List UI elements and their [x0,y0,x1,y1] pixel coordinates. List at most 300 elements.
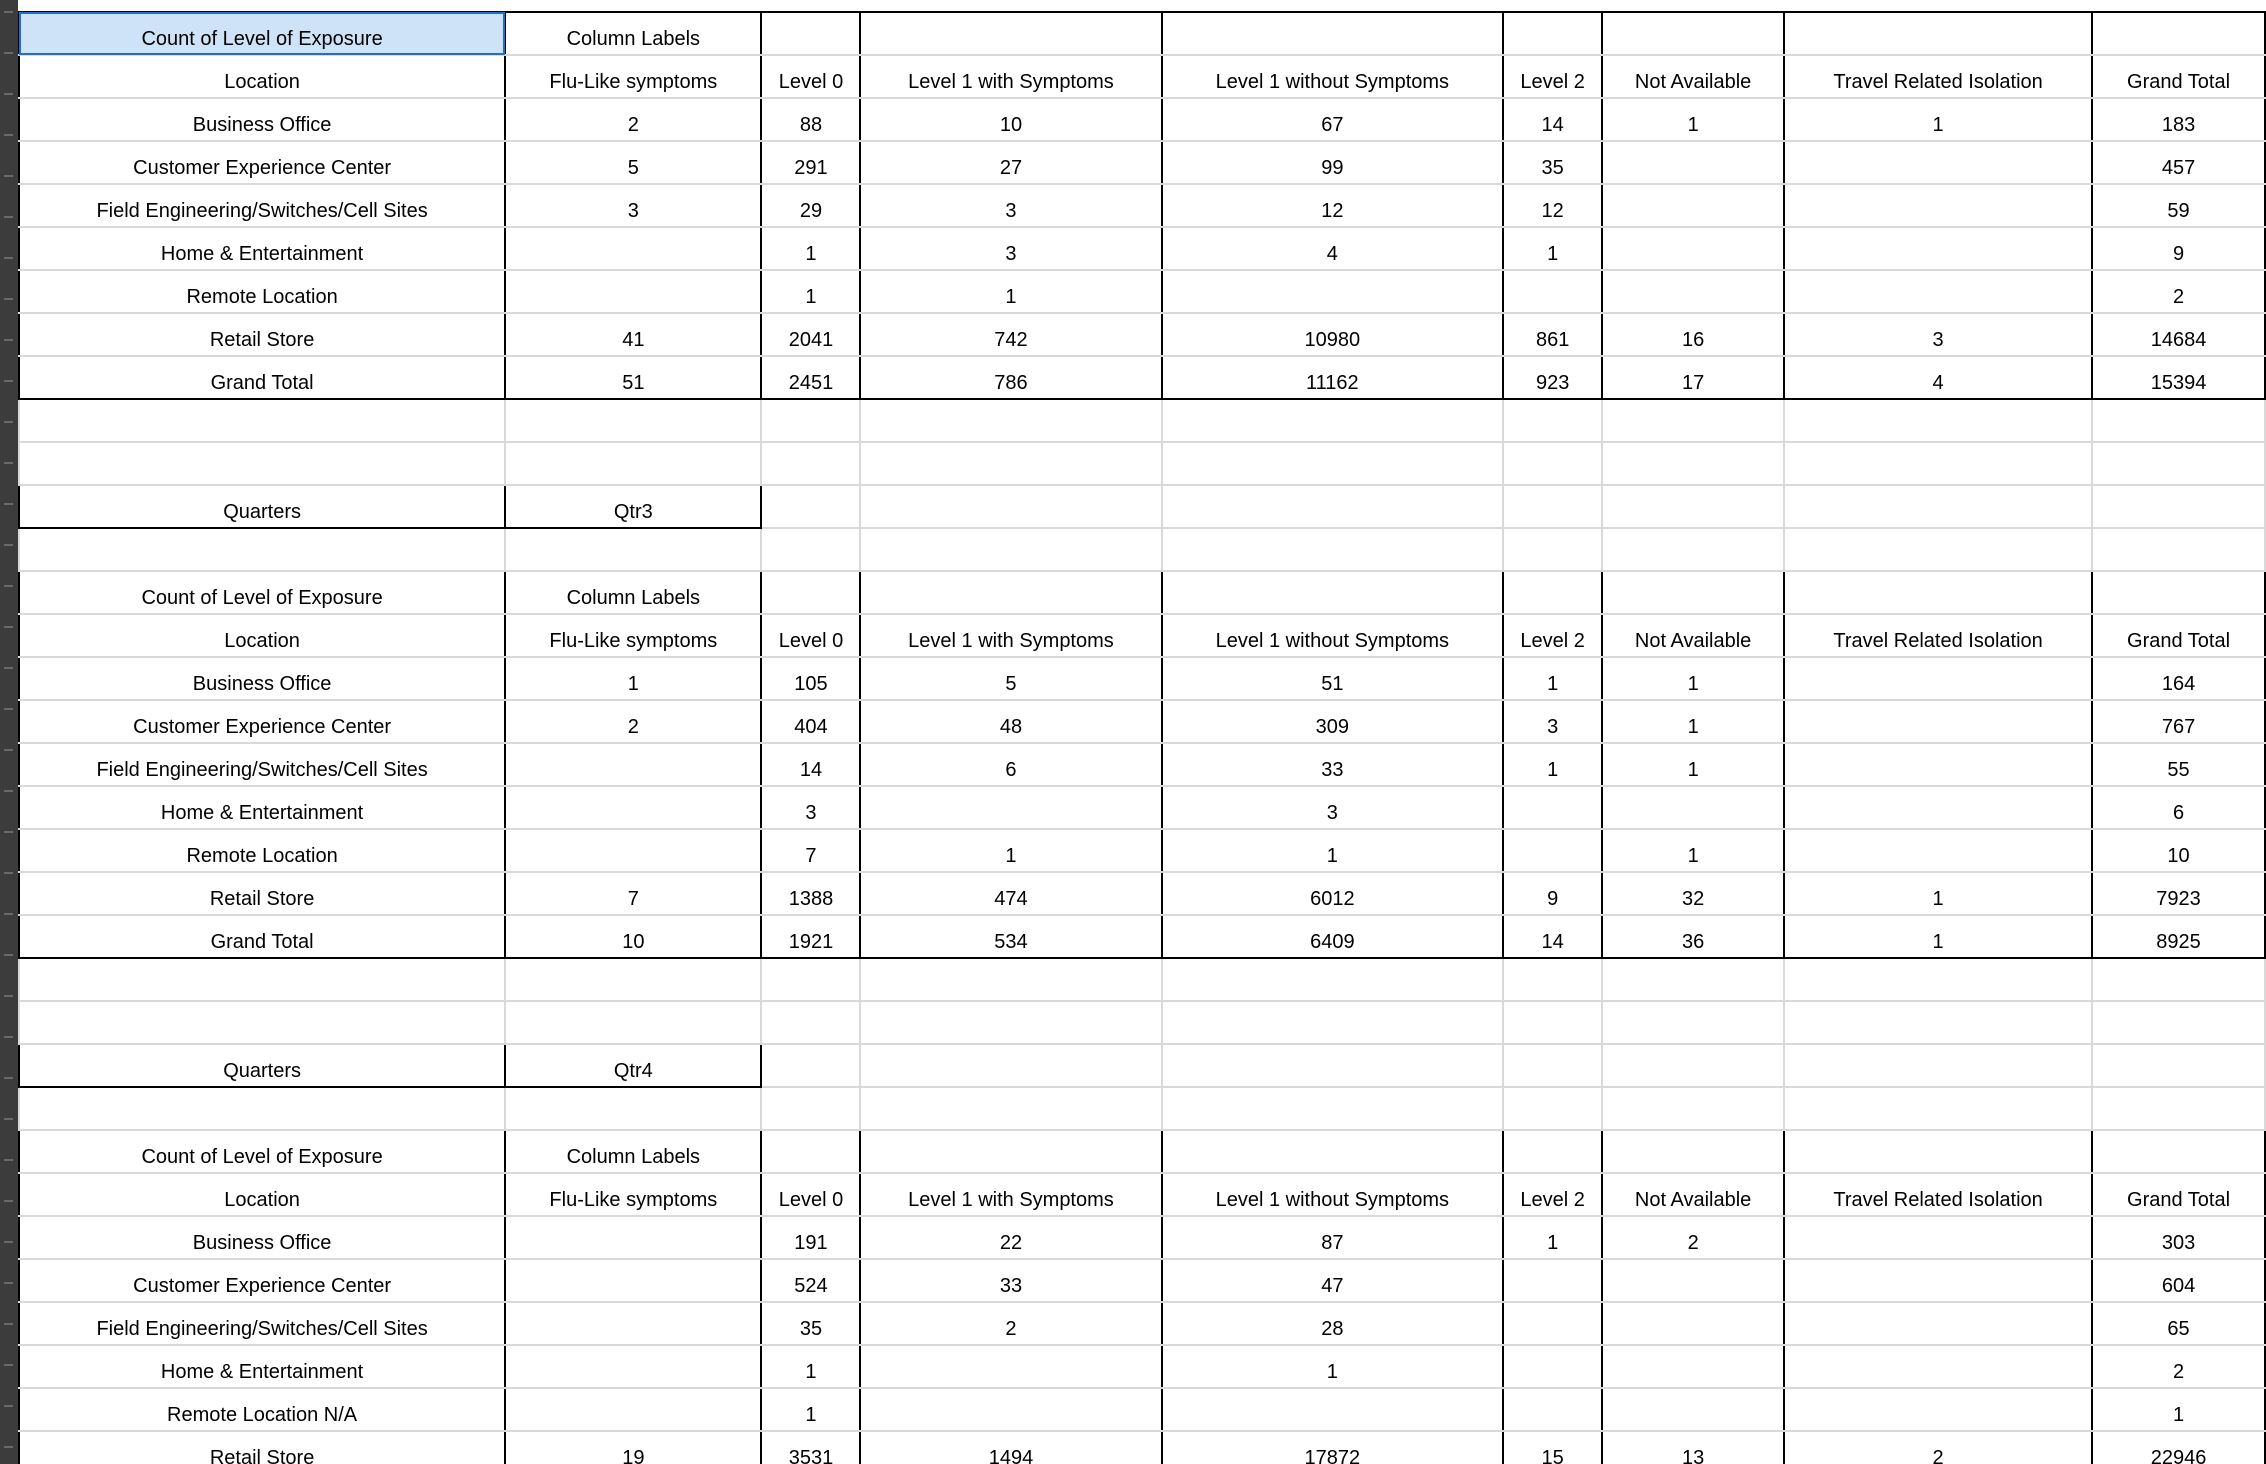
value-cell-not-available[interactable] [1602,1259,1784,1302]
value-cell-not-available[interactable] [1602,227,1784,270]
value-cell-grand-total[interactable]: 65 [2092,1302,2265,1345]
value-cell-level-0[interactable]: 3 [761,786,860,829]
empty-cell[interactable] [1503,442,1602,485]
empty-cell[interactable] [19,442,505,485]
value-cell-level-1-with-symptoms[interactable] [860,786,1161,829]
value-cell-level-1-with-symptoms[interactable]: 1 [860,270,1161,313]
value-cell-grand-total[interactable]: 8925 [2092,915,2265,958]
value-cell-not-available[interactable] [1602,270,1784,313]
header-blank-cell[interactable] [2092,1130,2265,1173]
row-label[interactable]: Customer Experience Center [19,1259,505,1302]
value-cell-level-1-with-symptoms[interactable]: 786 [860,356,1161,399]
empty-cell[interactable] [860,442,1161,485]
column-header-level-1-with-symptoms[interactable]: Level 1 with Symptoms [860,55,1161,98]
row-label[interactable]: Business Office [19,98,505,141]
value-cell-travel-related-isolation[interactable] [1784,1345,2092,1388]
header-blank-cell[interactable] [1784,12,2092,55]
value-cell-grand-total[interactable]: 1 [2092,1388,2265,1431]
row-label[interactable]: Field Engineering/Switches/Cell Sites [19,184,505,227]
empty-cell[interactable] [1503,1087,1602,1130]
column-header-flu-like[interactable]: Flu-Like symptoms [505,614,761,657]
empty-cell[interactable] [1162,485,1504,528]
value-cell-level-1-without-symptoms[interactable]: 11162 [1162,356,1504,399]
value-cell-level-1-with-symptoms[interactable]: 27 [860,141,1161,184]
empty-cell[interactable] [19,528,505,571]
value-cell-level-1-without-symptoms[interactable]: 309 [1162,700,1504,743]
row-label[interactable]: Remote Location [19,270,505,313]
value-cell-flu-like[interactable] [505,270,761,313]
empty-cell[interactable] [761,485,860,528]
value-cell-grand-total[interactable]: 604 [2092,1259,2265,1302]
header-blank-cell[interactable] [860,571,1161,614]
header-blank-cell[interactable] [1503,571,1602,614]
empty-cell[interactable] [761,1001,860,1044]
empty-cell[interactable] [761,1044,860,1087]
column-header-not-available[interactable]: Not Available [1602,614,1784,657]
value-cell-grand-total[interactable]: 2 [2092,1345,2265,1388]
value-cell-flu-like[interactable] [505,786,761,829]
value-cell-grand-total[interactable]: 22946 [2092,1431,2265,1464]
empty-cell[interactable] [1602,442,1784,485]
value-cell-level-2[interactable] [1503,270,1602,313]
row-label[interactable]: Home & Entertainment [19,1345,505,1388]
value-cell-level-0[interactable]: 14 [761,743,860,786]
empty-cell[interactable] [1602,1001,1784,1044]
value-cell-level-2[interactable] [1503,1388,1602,1431]
value-cell-flu-like[interactable] [505,743,761,786]
value-cell-level-1-with-symptoms[interactable]: 742 [860,313,1161,356]
value-cell-not-available[interactable]: 1 [1602,98,1784,141]
value-cell-level-2[interactable] [1503,829,1602,872]
empty-cell[interactable] [860,485,1161,528]
empty-cell[interactable] [505,399,761,442]
value-cell-level-1-without-symptoms[interactable]: 6012 [1162,872,1504,915]
value-cell-level-0[interactable]: 2451 [761,356,860,399]
value-cell-flu-like[interactable]: 41 [505,313,761,356]
empty-cell[interactable] [1784,442,2092,485]
value-cell-grand-total[interactable]: 164 [2092,657,2265,700]
value-cell-level-0[interactable]: 191 [761,1216,860,1259]
value-cell-level-2[interactable]: 3 [1503,700,1602,743]
value-cell-not-available[interactable] [1602,1345,1784,1388]
value-cell-level-1-without-symptoms[interactable]: 17872 [1162,1431,1504,1464]
row-label[interactable]: Home & Entertainment [19,227,505,270]
value-cell-level-2[interactable] [1503,1259,1602,1302]
value-cell-level-2[interactable]: 12 [1503,184,1602,227]
value-cell-travel-related-isolation[interactable] [1784,743,2092,786]
value-cell-level-0[interactable]: 1921 [761,915,860,958]
value-cell-flu-like[interactable] [505,227,761,270]
column-labels-header[interactable]: Column Labels [505,12,761,55]
value-cell-level-1-without-symptoms[interactable]: 1 [1162,829,1504,872]
column-header-level-1-without-symptoms[interactable]: Level 1 without Symptoms [1162,614,1504,657]
row-label[interactable]: Remote Location [19,829,505,872]
value-cell-level-0[interactable]: 1 [761,1345,860,1388]
value-cell-grand-total[interactable]: 15394 [2092,356,2265,399]
value-cell-level-1-without-symptoms[interactable]: 4 [1162,227,1504,270]
empty-cell[interactable] [19,958,505,1001]
value-cell-level-1-without-symptoms[interactable]: 47 [1162,1259,1504,1302]
value-cell-level-0[interactable]: 1388 [761,872,860,915]
row-label[interactable]: Grand Total [19,915,505,958]
value-cell-travel-related-isolation[interactable]: 1 [1784,915,2092,958]
column-header-grand-total[interactable]: Grand Total [2092,614,2265,657]
value-cell-level-0[interactable]: 3531 [761,1431,860,1464]
column-header-grand-total[interactable]: Grand Total [2092,1173,2265,1216]
value-cell-travel-related-isolation[interactable]: 4 [1784,356,2092,399]
value-cell-level-2[interactable]: 1 [1503,657,1602,700]
empty-cell[interactable] [761,528,860,571]
empty-cell[interactable] [2092,528,2265,571]
empty-cell[interactable] [1784,528,2092,571]
value-cell-not-available[interactable]: 1 [1602,743,1784,786]
row-label[interactable]: Field Engineering/Switches/Cell Sites [19,1302,505,1345]
column-header-not-available[interactable]: Not Available [1602,55,1784,98]
value-cell-travel-related-isolation[interactable]: 3 [1784,313,2092,356]
value-cell-not-available[interactable] [1602,1388,1784,1431]
row-label[interactable]: Business Office [19,657,505,700]
value-cell-level-1-with-symptoms[interactable]: 22 [860,1216,1161,1259]
column-labels-header[interactable]: Column Labels [505,571,761,614]
value-cell-level-1-without-symptoms[interactable]: 28 [1162,1302,1504,1345]
value-cell-travel-related-isolation[interactable] [1784,184,2092,227]
value-cell-grand-total[interactable]: 767 [2092,700,2265,743]
value-cell-level-0[interactable]: 291 [761,141,860,184]
empty-cell[interactable] [19,1087,505,1130]
value-cell-not-available[interactable]: 1 [1602,700,1784,743]
column-header-grand-total[interactable]: Grand Total [2092,55,2265,98]
value-cell-level-0[interactable]: 7 [761,829,860,872]
value-cell-level-1-with-symptoms[interactable]: 534 [860,915,1161,958]
value-cell-level-2[interactable]: 9 [1503,872,1602,915]
header-blank-cell[interactable] [2092,12,2265,55]
empty-cell[interactable] [1602,1087,1784,1130]
empty-cell[interactable] [1784,958,2092,1001]
value-cell-level-1-with-symptoms[interactable] [860,1345,1161,1388]
value-cell-level-2[interactable]: 15 [1503,1431,1602,1464]
value-cell-flu-like[interactable] [505,1216,761,1259]
empty-cell[interactable] [1162,1087,1504,1130]
column-header-location[interactable]: Location [19,614,505,657]
value-cell-level-0[interactable]: 2041 [761,313,860,356]
empty-cell[interactable] [761,442,860,485]
empty-cell[interactable] [505,1001,761,1044]
value-cell-level-1-with-symptoms[interactable]: 10 [860,98,1161,141]
empty-cell[interactable] [2092,485,2265,528]
header-blank-cell[interactable] [761,1130,860,1173]
empty-cell[interactable] [505,958,761,1001]
value-cell-level-0[interactable]: 1 [761,270,860,313]
empty-cell[interactable] [1503,1001,1602,1044]
value-cell-level-2[interactable]: 1 [1503,743,1602,786]
value-cell-level-1-with-symptoms[interactable]: 1 [860,829,1161,872]
value-cell-not-available[interactable]: 17 [1602,356,1784,399]
value-cell-level-1-without-symptoms[interactable] [1162,270,1504,313]
header-blank-cell[interactable] [1162,12,1504,55]
column-header-flu-like[interactable]: Flu-Like symptoms [505,55,761,98]
value-cell-travel-related-isolation[interactable] [1784,829,2092,872]
value-cell-level-1-without-symptoms[interactable]: 87 [1162,1216,1504,1259]
empty-cell[interactable] [860,1001,1161,1044]
header-blank-cell[interactable] [1503,12,1602,55]
filter-label[interactable]: Quarters [19,485,505,528]
value-cell-not-available[interactable] [1602,184,1784,227]
value-cell-flu-like[interactable]: 19 [505,1431,761,1464]
value-cell-level-1-with-symptoms[interactable]: 3 [860,184,1161,227]
value-cell-level-2[interactable]: 861 [1503,313,1602,356]
column-header-travel-related-isolation[interactable]: Travel Related Isolation [1784,1173,2092,1216]
filter-value[interactable]: Qtr3 [505,485,761,528]
value-cell-grand-total[interactable]: 9 [2092,227,2265,270]
column-header-level-0[interactable]: Level 0 [761,614,860,657]
value-cell-travel-related-isolation[interactable] [1784,1259,2092,1302]
empty-cell[interactable] [860,958,1161,1001]
value-cell-level-1-with-symptoms[interactable]: 474 [860,872,1161,915]
value-cell-grand-total[interactable]: 183 [2092,98,2265,141]
empty-cell[interactable] [761,399,860,442]
header-blank-cell[interactable] [1503,1130,1602,1173]
empty-cell[interactable] [1503,485,1602,528]
pivot-title[interactable]: Count of Level of Exposure [19,12,505,55]
value-cell-grand-total[interactable]: 14684 [2092,313,2265,356]
column-header-travel-related-isolation[interactable]: Travel Related Isolation [1784,55,2092,98]
value-cell-level-1-with-symptoms[interactable]: 33 [860,1259,1161,1302]
value-cell-travel-related-isolation[interactable] [1784,657,2092,700]
value-cell-grand-total[interactable]: 457 [2092,141,2265,184]
row-label[interactable]: Home & Entertainment [19,786,505,829]
empty-cell[interactable] [1503,399,1602,442]
value-cell-level-1-without-symptoms[interactable]: 1 [1162,1345,1504,1388]
row-label[interactable]: Retail Store [19,313,505,356]
row-label[interactable]: Customer Experience Center [19,700,505,743]
empty-cell[interactable] [19,1001,505,1044]
value-cell-not-available[interactable] [1602,786,1784,829]
value-cell-not-available[interactable]: 32 [1602,872,1784,915]
empty-cell[interactable] [860,399,1161,442]
column-header-flu-like[interactable]: Flu-Like symptoms [505,1173,761,1216]
header-blank-cell[interactable] [1784,571,2092,614]
header-blank-cell[interactable] [1602,1130,1784,1173]
value-cell-level-1-without-symptoms[interactable]: 99 [1162,141,1504,184]
column-header-location[interactable]: Location [19,55,505,98]
empty-cell[interactable] [1602,1044,1784,1087]
value-cell-level-1-with-symptoms[interactable]: 5 [860,657,1161,700]
value-cell-level-1-with-symptoms[interactable]: 3 [860,227,1161,270]
value-cell-level-2[interactable]: 14 [1503,98,1602,141]
value-cell-flu-like[interactable] [505,1345,761,1388]
value-cell-travel-related-isolation[interactable] [1784,270,2092,313]
filter-value[interactable]: Qtr4 [505,1044,761,1087]
empty-cell[interactable] [1162,1001,1504,1044]
value-cell-level-2[interactable]: 1 [1503,1216,1602,1259]
value-cell-level-2[interactable] [1503,786,1602,829]
empty-cell[interactable] [1784,1087,2092,1130]
empty-cell[interactable] [761,1087,860,1130]
empty-cell[interactable] [1162,399,1504,442]
value-cell-level-1-without-symptoms[interactable]: 12 [1162,184,1504,227]
value-cell-level-0[interactable]: 524 [761,1259,860,1302]
empty-cell[interactable] [505,442,761,485]
value-cell-level-1-with-symptoms[interactable]: 6 [860,743,1161,786]
value-cell-level-0[interactable]: 35 [761,1302,860,1345]
value-cell-not-available[interactable]: 13 [1602,1431,1784,1464]
column-header-level-1-with-symptoms[interactable]: Level 1 with Symptoms [860,614,1161,657]
value-cell-flu-like[interactable]: 10 [505,915,761,958]
value-cell-level-0[interactable]: 1 [761,1388,860,1431]
value-cell-grand-total[interactable]: 10 [2092,829,2265,872]
empty-cell[interactable] [1784,1001,2092,1044]
empty-cell[interactable] [761,958,860,1001]
row-label[interactable]: Grand Total [19,356,505,399]
empty-cell[interactable] [860,1087,1161,1130]
value-cell-not-available[interactable]: 1 [1602,657,1784,700]
empty-cell[interactable] [1784,485,2092,528]
header-blank-cell[interactable] [1602,571,1784,614]
empty-cell[interactable] [2092,1001,2265,1044]
value-cell-level-1-without-symptoms[interactable]: 10980 [1162,313,1504,356]
empty-cell[interactable] [1162,442,1504,485]
value-cell-not-available[interactable]: 36 [1602,915,1784,958]
empty-cell[interactable] [1602,958,1784,1001]
row-label[interactable]: Business Office [19,1216,505,1259]
row-label[interactable]: Customer Experience Center [19,141,505,184]
empty-cell[interactable] [19,399,505,442]
empty-cell[interactable] [860,528,1161,571]
empty-cell[interactable] [1503,958,1602,1001]
empty-cell[interactable] [1162,958,1504,1001]
column-header-level-1-without-symptoms[interactable]: Level 1 without Symptoms [1162,55,1504,98]
empty-cell[interactable] [505,1087,761,1130]
header-blank-cell[interactable] [860,12,1161,55]
value-cell-level-1-without-symptoms[interactable]: 33 [1162,743,1504,786]
pivot-title[interactable]: Count of Level of Exposure [19,1130,505,1173]
row-label[interactable]: Retail Store [19,872,505,915]
empty-cell[interactable] [1503,528,1602,571]
empty-cell[interactable] [1602,485,1784,528]
value-cell-level-1-without-symptoms[interactable] [1162,1388,1504,1431]
value-cell-level-0[interactable]: 1 [761,227,860,270]
empty-cell[interactable] [2092,1044,2265,1087]
value-cell-level-1-without-symptoms[interactable]: 67 [1162,98,1504,141]
header-blank-cell[interactable] [1162,571,1504,614]
value-cell-flu-like[interactable] [505,1388,761,1431]
empty-cell[interactable] [1602,399,1784,442]
header-blank-cell[interactable] [761,12,860,55]
column-header-level-1-without-symptoms[interactable]: Level 1 without Symptoms [1162,1173,1504,1216]
value-cell-grand-total[interactable]: 55 [2092,743,2265,786]
empty-cell[interactable] [2092,1087,2265,1130]
header-blank-cell[interactable] [1784,1130,2092,1173]
value-cell-not-available[interactable] [1602,1302,1784,1345]
header-blank-cell[interactable] [761,571,860,614]
column-labels-header[interactable]: Column Labels [505,1130,761,1173]
empty-cell[interactable] [1784,1044,2092,1087]
value-cell-travel-related-isolation[interactable] [1784,1216,2092,1259]
value-cell-level-2[interactable]: 923 [1503,356,1602,399]
pivot-title[interactable]: Count of Level of Exposure [19,571,505,614]
header-blank-cell[interactable] [1162,1130,1504,1173]
column-header-level-2[interactable]: Level 2 [1503,614,1602,657]
value-cell-flu-like[interactable]: 51 [505,356,761,399]
value-cell-travel-related-isolation[interactable]: 1 [1784,872,2092,915]
value-cell-level-2[interactable] [1503,1302,1602,1345]
value-cell-level-1-with-symptoms[interactable]: 2 [860,1302,1161,1345]
value-cell-travel-related-isolation[interactable]: 1 [1784,98,2092,141]
filter-label[interactable]: Quarters [19,1044,505,1087]
value-cell-not-available[interactable]: 16 [1602,313,1784,356]
value-cell-grand-total[interactable]: 6 [2092,786,2265,829]
column-header-travel-related-isolation[interactable]: Travel Related Isolation [1784,614,2092,657]
value-cell-level-1-without-symptoms[interactable]: 51 [1162,657,1504,700]
empty-cell[interactable] [1162,528,1504,571]
column-header-level-2[interactable]: Level 2 [1503,1173,1602,1216]
value-cell-level-0[interactable]: 88 [761,98,860,141]
value-cell-travel-related-isolation[interactable] [1784,786,2092,829]
empty-cell[interactable] [505,528,761,571]
value-cell-level-2[interactable]: 35 [1503,141,1602,184]
value-cell-flu-like[interactable] [505,1259,761,1302]
empty-cell[interactable] [1162,1044,1504,1087]
value-cell-not-available[interactable]: 2 [1602,1216,1784,1259]
column-header-not-available[interactable]: Not Available [1602,1173,1784,1216]
value-cell-grand-total[interactable]: 7923 [2092,872,2265,915]
value-cell-travel-related-isolation[interactable] [1784,227,2092,270]
value-cell-level-0[interactable]: 105 [761,657,860,700]
column-header-level-0[interactable]: Level 0 [761,1173,860,1216]
value-cell-level-1-with-symptoms[interactable] [860,1388,1161,1431]
header-blank-cell[interactable] [860,1130,1161,1173]
empty-cell[interactable] [2092,958,2265,1001]
header-blank-cell[interactable] [2092,571,2265,614]
row-label[interactable]: Field Engineering/Switches/Cell Sites [19,743,505,786]
row-label[interactable]: Remote Location N/A [19,1388,505,1431]
value-cell-level-1-without-symptoms[interactable]: 6409 [1162,915,1504,958]
value-cell-flu-like[interactable]: 3 [505,184,761,227]
value-cell-flu-like[interactable]: 1 [505,657,761,700]
value-cell-travel-related-isolation[interactable] [1784,141,2092,184]
empty-cell[interactable] [2092,399,2265,442]
column-header-location[interactable]: Location [19,1173,505,1216]
value-cell-level-0[interactable]: 29 [761,184,860,227]
column-header-level-2[interactable]: Level 2 [1503,55,1602,98]
header-blank-cell[interactable] [1602,12,1784,55]
value-cell-flu-like[interactable]: 7 [505,872,761,915]
value-cell-flu-like[interactable] [505,829,761,872]
column-header-level-1-with-symptoms[interactable]: Level 1 with Symptoms [860,1173,1161,1216]
value-cell-travel-related-isolation[interactable] [1784,700,2092,743]
value-cell-level-2[interactable] [1503,1345,1602,1388]
row-label[interactable]: Retail Store [19,1431,505,1464]
value-cell-flu-like[interactable]: 5 [505,141,761,184]
value-cell-level-1-with-symptoms[interactable]: 1494 [860,1431,1161,1464]
value-cell-level-2[interactable]: 14 [1503,915,1602,958]
value-cell-not-available[interactable]: 1 [1602,829,1784,872]
empty-cell[interactable] [860,1044,1161,1087]
value-cell-travel-related-isolation[interactable] [1784,1388,2092,1431]
value-cell-travel-related-isolation[interactable] [1784,1302,2092,1345]
value-cell-level-1-with-symptoms[interactable]: 48 [860,700,1161,743]
value-cell-level-2[interactable]: 1 [1503,227,1602,270]
empty-cell[interactable] [1503,1044,1602,1087]
value-cell-travel-related-isolation[interactable]: 2 [1784,1431,2092,1464]
value-cell-flu-like[interactable]: 2 [505,98,761,141]
value-cell-grand-total[interactable]: 303 [2092,1216,2265,1259]
value-cell-grand-total[interactable]: 2 [2092,270,2265,313]
column-header-level-0[interactable]: Level 0 [761,55,860,98]
value-cell-flu-like[interactable] [505,1302,761,1345]
empty-cell[interactable] [1784,399,2092,442]
empty-cell[interactable] [2092,442,2265,485]
